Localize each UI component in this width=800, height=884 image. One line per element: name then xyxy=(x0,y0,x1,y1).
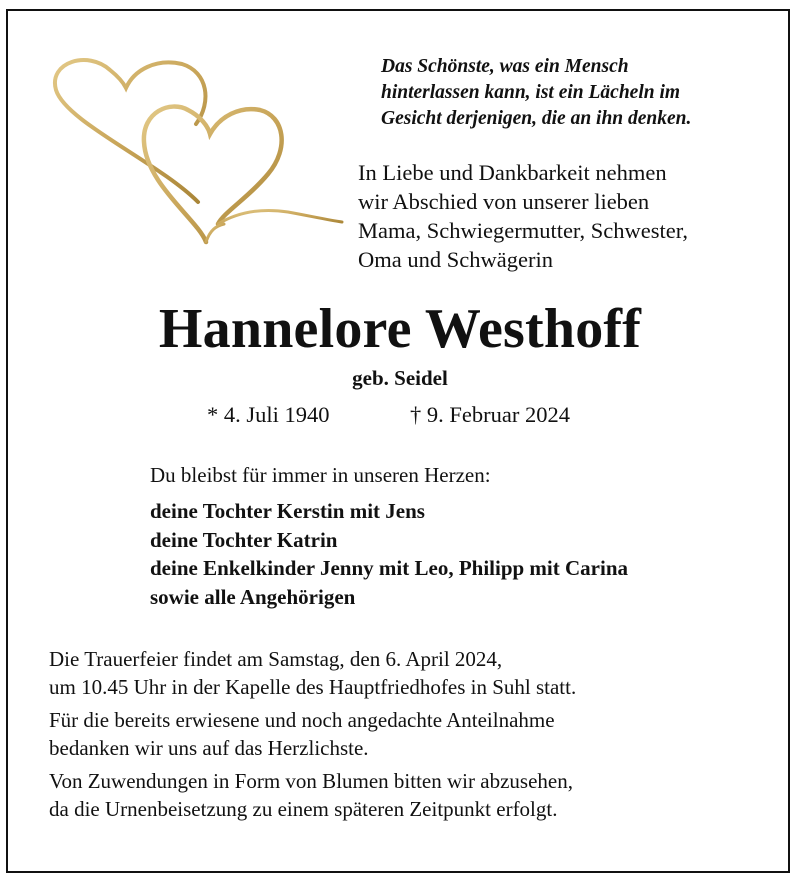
intro-line: wir Abschied von unserer lieben xyxy=(358,189,650,214)
flowers-line: Von Zuwendungen in Form von Blumen bitten wir abzusehen, xyxy=(49,769,573,793)
thanks-line: bedanken wir uns auf das Herzlichste. xyxy=(49,736,369,760)
death-date: † 9. Februar 2024 xyxy=(410,402,570,427)
flowers-line: da die Urnenbeisetzung zu einem späteren Zeitpunkt erfolgt. xyxy=(49,797,558,821)
ceremony-line: um 10.45 Uhr in der Kapelle des Hauptfriedhofes in Suhl statt. xyxy=(49,675,577,699)
flowers-info xyxy=(49,767,779,823)
maiden-name: geb. Seidel xyxy=(352,366,448,390)
memorial-quote xyxy=(381,54,781,132)
ceremony-info xyxy=(49,645,779,701)
family-member: deine Enkelkinder Jenny mit Leo, Philipp mit Carina xyxy=(150,556,629,580)
thanks-info xyxy=(49,706,779,762)
intro-line: Mama, Schwiegermutter, Schwester, xyxy=(358,218,688,243)
family-member: deine Tochter Katrin xyxy=(150,527,338,552)
intro-line: In Liebe und Dankbarkeit nehmen xyxy=(358,160,667,185)
family-members xyxy=(150,497,628,611)
heart-tail-flourish xyxy=(218,211,342,225)
family-member: sowie alle Angehörigen xyxy=(150,584,356,609)
quote-line: Gesicht derjenigen, die an ihn denken. xyxy=(381,108,692,129)
two-hearts-icon xyxy=(48,52,348,252)
ceremony-line: Die Trauerfeier findet am Samstag, den 6. April 2024, xyxy=(49,647,503,671)
deceased-name: Hannelore Westhoff xyxy=(158,298,642,360)
quote-line: Das Schönste, was ein Mensch xyxy=(381,56,629,77)
farewell-intro xyxy=(358,158,783,274)
thanks-line: Für die bereits erwiesene und noch angedachte Anteilnahme xyxy=(49,708,555,732)
left-heart-outline xyxy=(55,60,206,202)
quote-line: hinterlassen kann, ist ein Lächeln im xyxy=(381,82,681,103)
family-heading: Du bleibst für immer in unseren Herzen: xyxy=(150,463,491,487)
birth-date: * 4. Juli 1940 xyxy=(207,402,330,427)
family-member: deine Tochter Kerstin mit Jens xyxy=(150,499,425,523)
intro-line: Oma und Schwägerin xyxy=(358,247,553,272)
